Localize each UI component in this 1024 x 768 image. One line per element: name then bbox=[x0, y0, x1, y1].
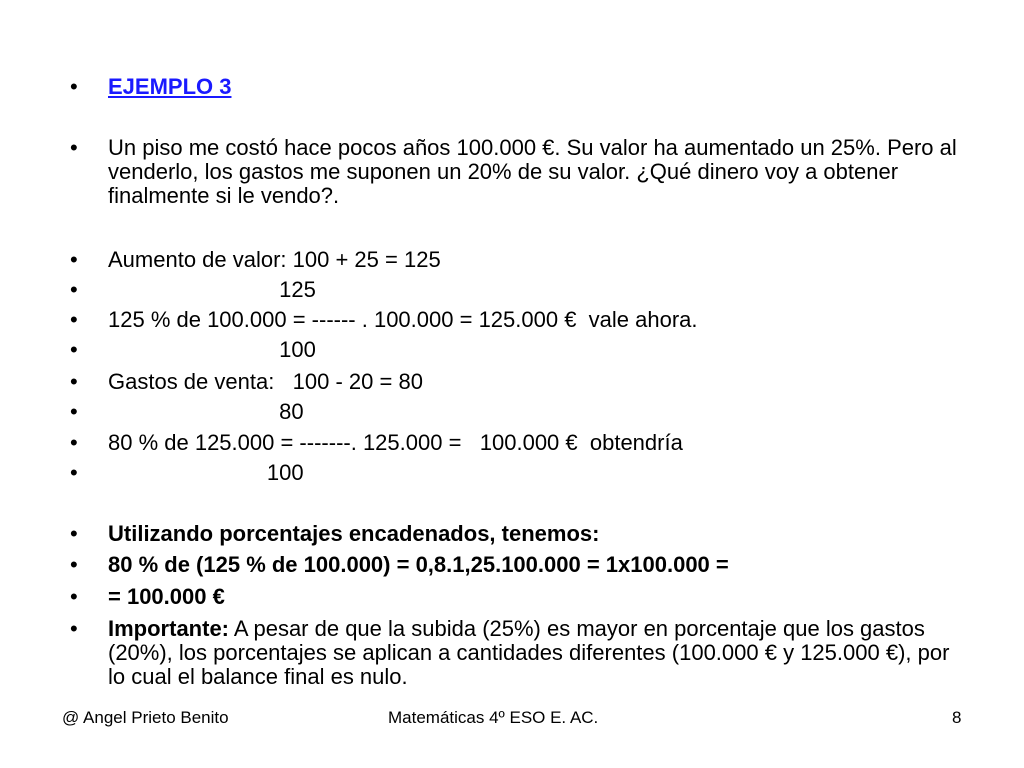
calc-line: 125 bbox=[108, 277, 316, 302]
bullet: • bbox=[70, 277, 78, 302]
footer-author: @ Angel Prieto Benito bbox=[62, 708, 229, 727]
bullet: • bbox=[70, 307, 78, 332]
bullet: • bbox=[70, 460, 78, 485]
bullet: • bbox=[70, 584, 78, 609]
calc-line: 125 % de 100.000 = ------ . 100.000 = 125.000 € vale ahora. bbox=[108, 307, 698, 332]
chain-heading: Utilizando porcentajes encadenados, tenemos: bbox=[108, 521, 600, 546]
important-note bbox=[108, 617, 968, 689]
calc-line: 80 % de 125.000 = -------. 125.000 = 100.000 € obtendría bbox=[108, 430, 683, 455]
bullet: • bbox=[70, 430, 78, 455]
chain-formula: 80 % de (125 % de 100.000) = 0,8.1,25.100.000 = 1x100.000 = bbox=[108, 552, 729, 577]
chain-result: = 100.000 € bbox=[108, 584, 225, 609]
slide-title[interactable]: EJEMPLO 3 bbox=[108, 74, 232, 99]
calc-line: 100 bbox=[108, 337, 316, 362]
calc-line: Aumento de valor: 100 + 25 = 125 bbox=[108, 247, 441, 272]
bullet: • bbox=[70, 521, 78, 546]
bullet: • bbox=[70, 247, 78, 272]
important-label: Importante: bbox=[108, 616, 229, 641]
bullet: • bbox=[70, 337, 78, 362]
bullet: • bbox=[70, 552, 78, 577]
bullet: • bbox=[70, 74, 78, 99]
calc-line: 80 bbox=[108, 399, 304, 424]
bullet: • bbox=[70, 616, 78, 641]
important-text: A pesar de que la subida (25%) es mayor en porcentaje que los gastos (20%), los porcentajes se aplican a cantidades diferentes (100.000 € y 125.000 €), por lo cual el balance final es nulo. bbox=[108, 616, 950, 689]
calc-line: 100 bbox=[108, 460, 304, 485]
bullet: • bbox=[70, 399, 78, 424]
footer-course: Matemáticas 4º ESO E. AC. bbox=[388, 708, 599, 727]
problem-statement: Un piso me costó hace pocos años 100.000 €. Su valor ha aumentado un 25%. Pero al venderlo, los gastos me suponen un 20% de su valor. ¿Qué dinero voy a obtener finalmente si le vendo?. bbox=[108, 135, 957, 208]
bullet: • bbox=[70, 135, 78, 160]
calc-line: Gastos de venta: 100 - 20 = 80 bbox=[108, 369, 423, 394]
page-number: 8 bbox=[952, 708, 962, 727]
bullet: • bbox=[70, 369, 78, 394]
